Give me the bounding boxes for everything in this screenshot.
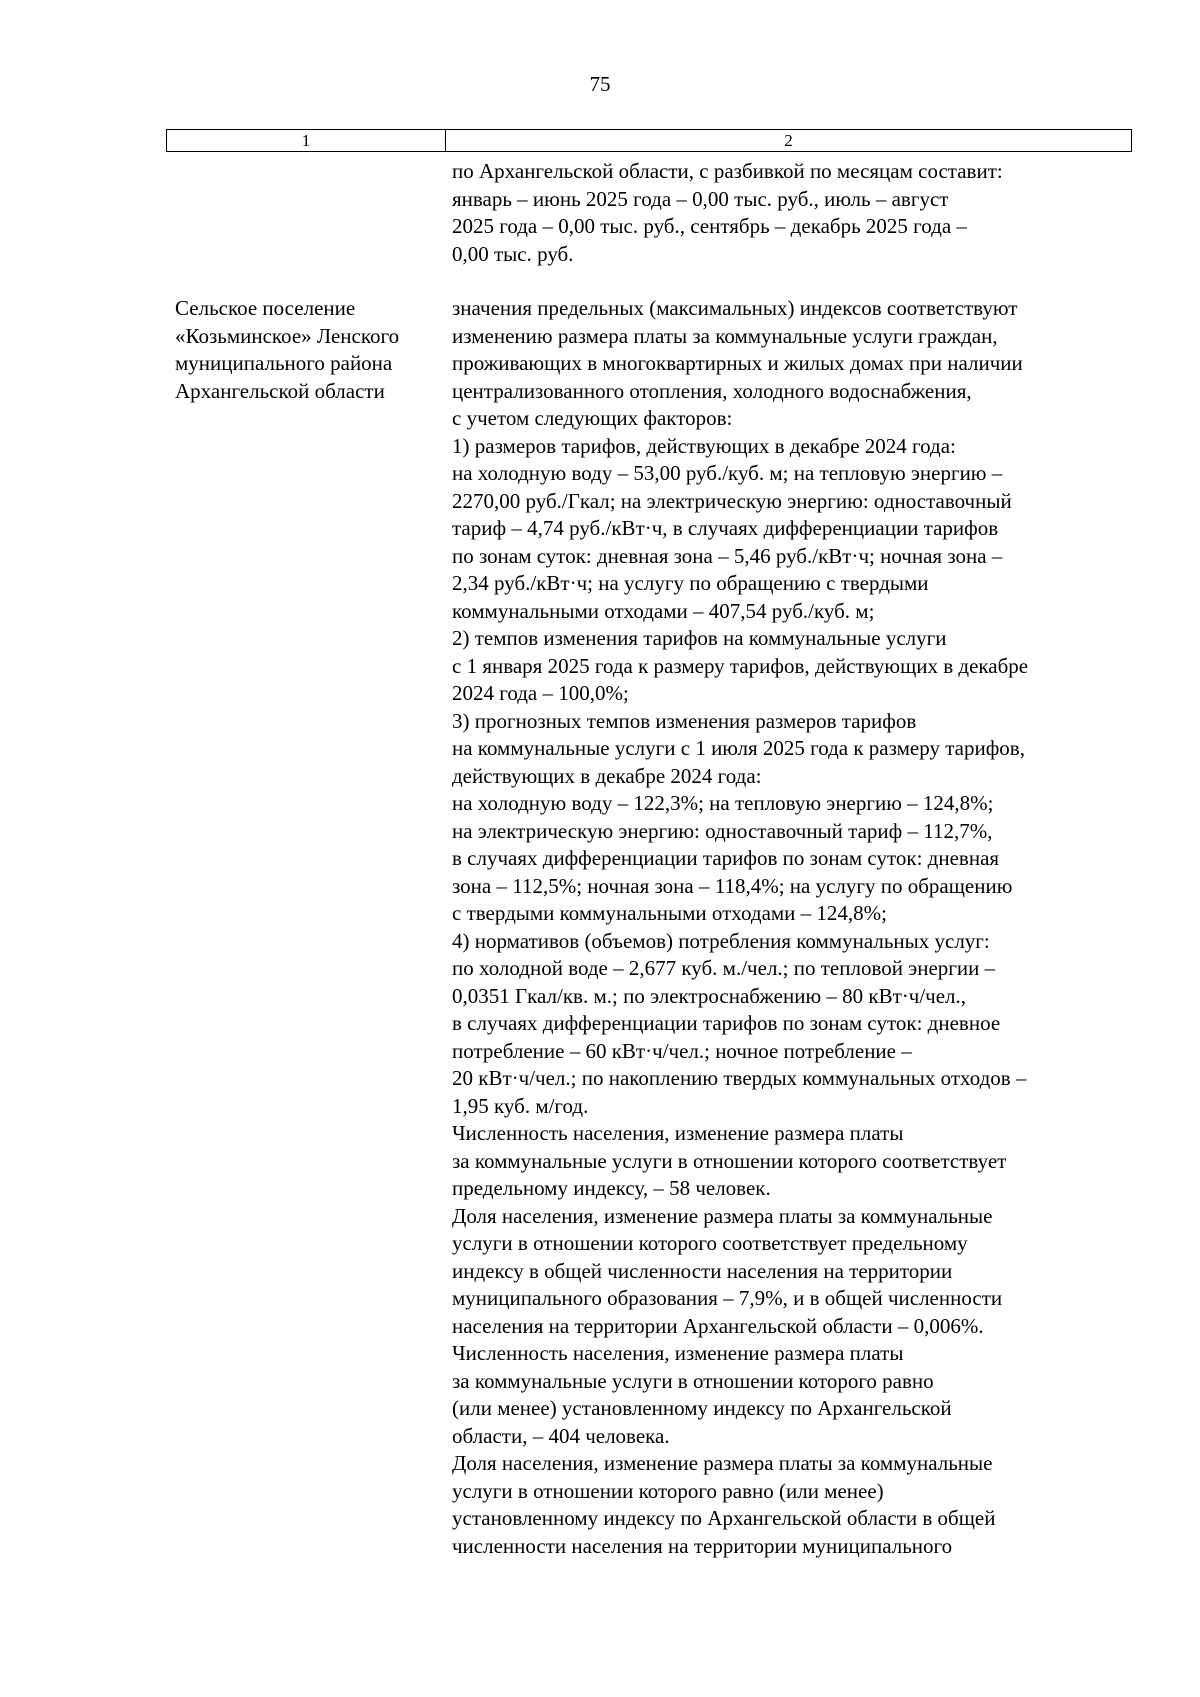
description-line: населения на территории Архангельской области – 0,006%. bbox=[452, 1313, 984, 1338]
description-line: 2,34 руб./кВт·ч; на услугу по обращению с твердыми bbox=[452, 571, 929, 595]
continuation-line: 2025 года – 0,00 тыс. руб., сентябрь – декабрь 2025 года – bbox=[452, 214, 967, 238]
description-line: 1) размеров тарифов, действующих в декабре 2024 года: bbox=[452, 433, 956, 458]
description-line: области, – 404 человека. bbox=[452, 1423, 670, 1448]
description-line: 20 кВт·ч/чел.; по накоплению твердых коммунальных отходов – bbox=[452, 1066, 1027, 1090]
municipality-name-line: Сельское поселение bbox=[175, 296, 356, 320]
description-line: с твердыми коммунальными отходами – 124,8%; bbox=[452, 901, 888, 925]
description-line: 0,0351 Гкал/кв. м.; по электроснабжению – 80 кВт·ч/чел., bbox=[452, 983, 967, 1008]
description-line: численности населения на территории муниципального bbox=[452, 1533, 953, 1558]
description-line: 2024 года – 100,0%; bbox=[452, 681, 629, 705]
description-line: 4) нормативов (объемов) потребления коммунальных услуг: bbox=[452, 928, 990, 953]
page-number: 75 bbox=[589, 72, 611, 96]
description-line: (или менее) установленному индексу по Архангельской bbox=[452, 1396, 952, 1420]
description-line: по холодной воде – 2,677 куб. м./чел.; по тепловой энергии – bbox=[452, 956, 996, 980]
description-line: индексу в общей численности населения на территории bbox=[452, 1258, 953, 1283]
continuation-text bbox=[452, 158, 1003, 268]
municipality-name-line: Архангельской области bbox=[175, 378, 385, 403]
description-line: на коммунальные услуги с 1 июля 2025 года к размеру тарифов, bbox=[452, 736, 1025, 760]
description-line: муниципального образования – 7,9%, и в общей численности bbox=[452, 1286, 1003, 1310]
description-line: действующих в декабре 2024 года: bbox=[452, 763, 762, 788]
table-column-header bbox=[166, 129, 1132, 152]
description-line: услуги в отношении которого равно (или менее) bbox=[452, 1478, 884, 1503]
description-line: проживающих в многоквартирных и жилых домах при наличии bbox=[452, 351, 1023, 375]
column-header-2: 2 bbox=[784, 131, 793, 150]
municipality-name-line: «Козьминское» Ленского bbox=[175, 323, 400, 348]
description-line: коммунальными отходами – 407,54 руб./куб. м; bbox=[452, 598, 875, 623]
column-header-1: 1 bbox=[167, 130, 446, 151]
continuation-line: январь – июнь 2025 года – 0,00 тыс. руб., июль – август bbox=[452, 186, 949, 211]
description-line: в случаях дифференциации тарифов по зонам суток: дневная bbox=[452, 846, 1000, 870]
description-line: на электрическую энергию: одноставочный тариф – 112,7%, bbox=[452, 818, 993, 843]
description-line: по зонам суток: дневная зона – 5,46 руб./кВт·ч; ночная зона – bbox=[452, 543, 1003, 568]
description-line: зона – 112,5%; ночная зона – 118,4%; на услугу по обращению bbox=[452, 873, 1013, 898]
description-line: 1,95 куб. м/год. bbox=[452, 1093, 589, 1118]
continuation-line: по Архангельской области, с разбивкой по месяцам составит: bbox=[452, 159, 1003, 183]
description-line: на холодную воду – 53,00 руб./куб. м; на тепловую энергию – bbox=[452, 461, 1003, 485]
index-description bbox=[452, 295, 1028, 1560]
description-line: предельному индексу, – 58 человек. bbox=[452, 1176, 771, 1200]
description-line: с 1 января 2025 года к размеру тарифов, действующих в декабре bbox=[452, 653, 1029, 678]
description-line: Доля населения, изменение размера платы за коммунальные bbox=[452, 1451, 993, 1475]
description-line: в случаях дифференциации тарифов по зонам суток: дневное bbox=[452, 1011, 1001, 1035]
description-line: на холодную воду – 122,3%; на тепловую энергию – 124,8%; bbox=[452, 791, 994, 815]
description-line: Доля населения, изменение размера платы за коммунальные bbox=[452, 1203, 993, 1228]
continuation-line: 0,00 тыс. руб. bbox=[452, 241, 574, 266]
description-line: Численность населения, изменение размера платы bbox=[452, 1121, 904, 1145]
municipality-name-line: муниципального района bbox=[175, 351, 393, 375]
description-line: централизованного отопления, холодного водоснабжения, bbox=[452, 378, 972, 403]
description-line: потребление – 60 кВт·ч/чел.; ночное потребление – bbox=[452, 1038, 912, 1063]
description-line: 2) темпов изменения тарифов на коммунальные услуги bbox=[452, 626, 947, 650]
description-line: изменению размера платы за коммунальные услуги граждан, bbox=[452, 323, 998, 348]
description-line: тариф – 4,74 руб./кВт·ч, в случаях дифференциации тарифов bbox=[452, 516, 999, 540]
description-line: с учетом следующих факторов: bbox=[452, 406, 733, 430]
description-line: 2270,00 руб./Гкал; на электрическую энергию: одноставочный bbox=[452, 488, 1012, 513]
description-line: Численность населения, изменение размера платы bbox=[452, 1341, 904, 1365]
municipality-name bbox=[175, 295, 399, 405]
description-line: значения предельных (максимальных) индексов соответствуют bbox=[452, 296, 1018, 320]
description-line: услуги в отношении которого соответствует предельному bbox=[452, 1231, 968, 1255]
description-line: установленному индексу по Архангельской области в общей bbox=[452, 1506, 996, 1530]
description-line: 3) прогнозных темпов изменения размеров тарифов bbox=[452, 708, 917, 733]
description-line: за коммунальные услуги в отношении которого равно bbox=[452, 1368, 934, 1393]
description-line: за коммунальные услуги в отношении которого соответствует bbox=[452, 1148, 1007, 1173]
